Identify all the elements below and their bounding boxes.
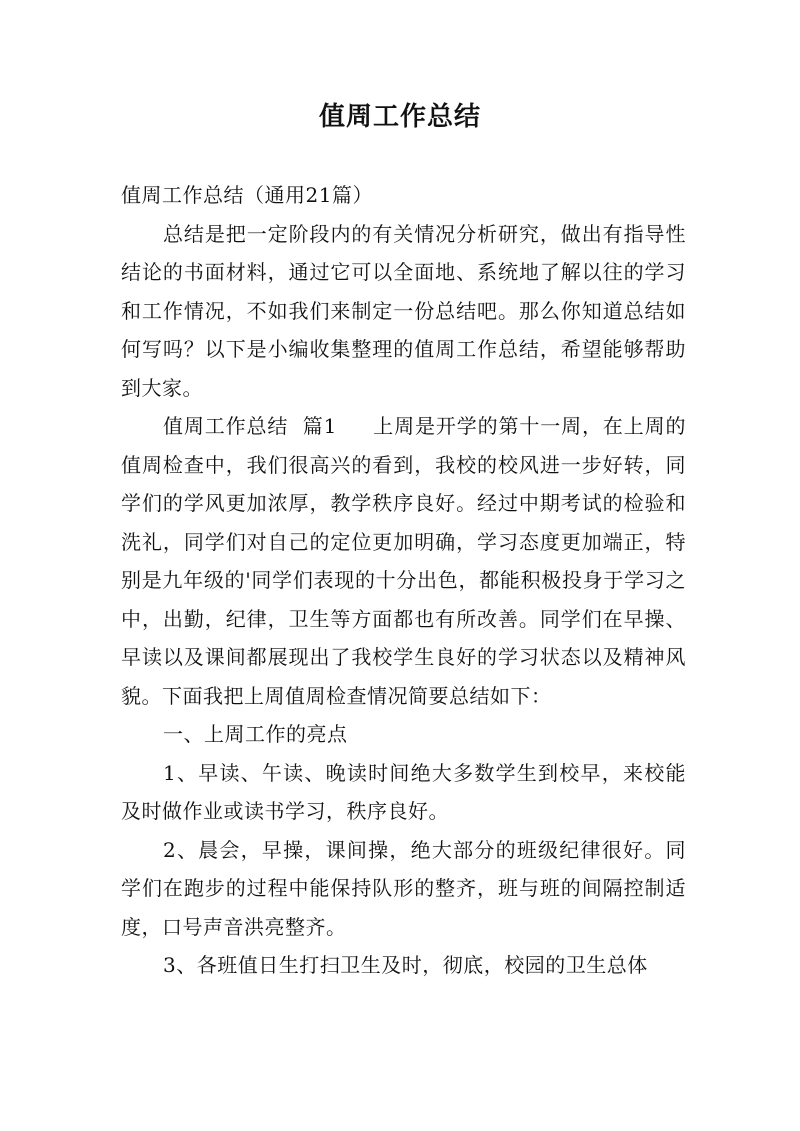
heading-highlights: 一、上周工作的亮点 bbox=[163, 722, 348, 746]
section-body: 上周是开学的第十一周，在上周的值周检查中，我们很高兴的看到，我校的校风进一步好转，同学们的学风更加浓厚，教学秩序良好。经过中期考试的检验和洗礼，同学们对自己的定位更加明确，学习态度更加端正，特别是九年级的'同学们表现的十分出色，都能积极投身于学习之中，出勤，纪律，卫生等方面都也有所改善。同学们在早操、早读以及课间都展现出了我校学生良好的学习状态以及精神风貌。下面我把上周值周检查情况简要总结如下： bbox=[121, 414, 686, 708]
document-body bbox=[121, 176, 686, 985]
document-title: 值周工作总结 bbox=[318, 102, 481, 132]
intro-paragraph: 总结是把一定阶段内的有关情况分析研究，做出有指导性结论的书面材料，通过它可以全面地、系统地了解以往的学习和工作情况，不如我们来制定一份总结吧。那么你知道总结如何写吗？以下是小编收集整理的值周工作总结，希望能够帮助到大家。 bbox=[121, 221, 686, 400]
list-item-1: 1、早读、午读、晚读时间绝大多数学生到校早，来校能及时做作业或读书学习，秩序良好。 bbox=[121, 760, 686, 823]
list-item-3: 3、各班值日生打扫卫生及时，彻底，校园的卫生总体 bbox=[163, 953, 648, 977]
section-paragraph bbox=[121, 407, 686, 715]
subtitle: 值周工作总结（通用21篇） bbox=[121, 183, 373, 207]
list-item-2: 2、晨会，早操，课间操，绝大部分的班级纪律很好。同学们在跑步的过程中能保持队形的整齐，班与班的间隔控制适度，口号声音洪亮整齐。 bbox=[121, 837, 686, 939]
section-heading: 值周工作总结 篇1 bbox=[163, 414, 337, 438]
